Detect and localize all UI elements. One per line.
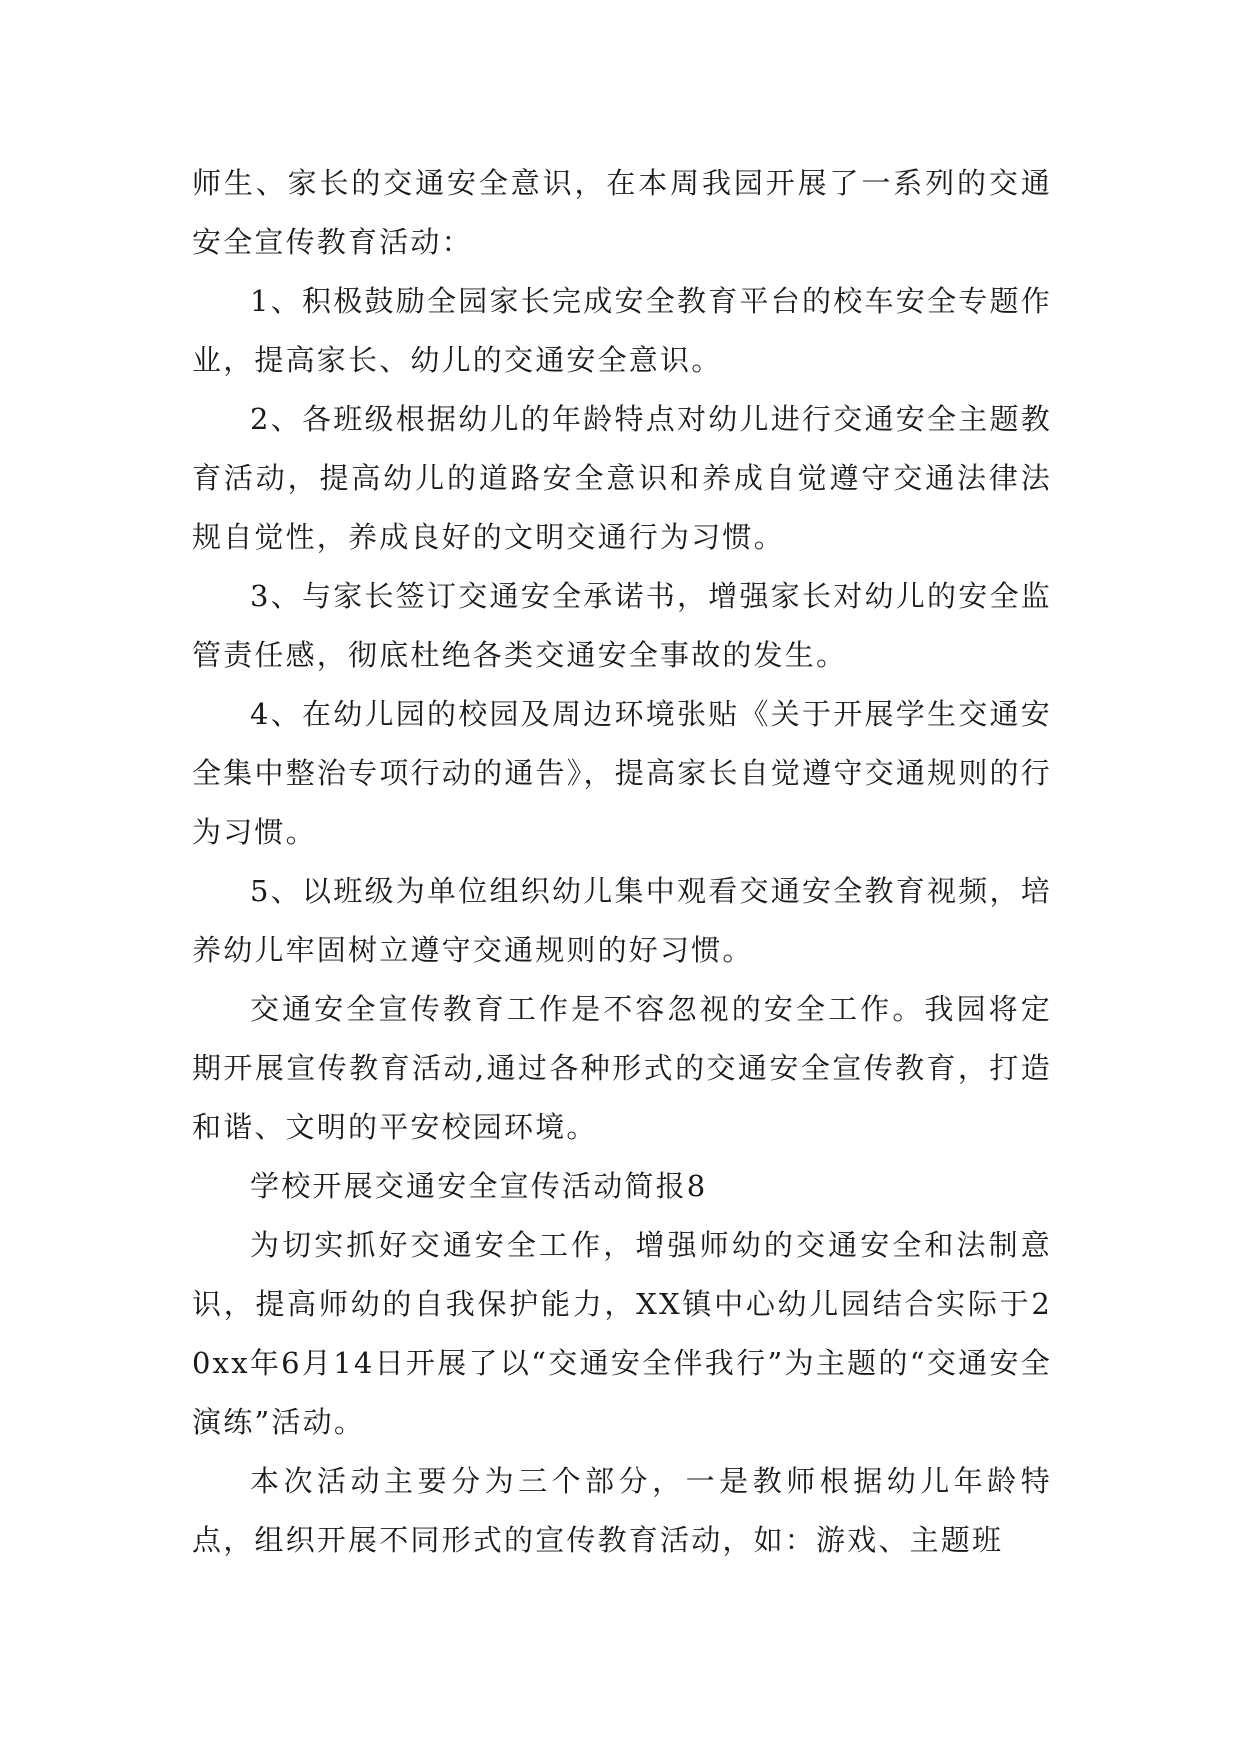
paragraph-item-3: 3、与家长签订交通安全承诺书，增强家长对幼儿的安全监管责任感，彻底杜绝各类交通安全事故的发生。: [192, 579, 1052, 672]
paragraph-item-4: 4、在幼儿园的校园及周边环境张贴《关于开展学生交通安全集中整治专项行动的通告》，提高家长自觉遵守交通规则的行为习惯。: [192, 697, 1052, 849]
paragraph-item-1: 1、积极鼓励全园家长完成安全教育平台的校车安全专题作业，提高家长、幼儿的交通安全意识。: [192, 284, 1052, 377]
paragraph-item-2: 2、各班级根据幼儿的年龄特点对幼儿进行交通安全主题教育活动，提高幼儿的道路安全意识和养成自觉遵守交通法律法规自觉性，养成良好的文明交通行为习惯。: [192, 402, 1052, 554]
paragraph-item-5: 5、以班级为单位组织幼儿集中观看交通安全教育视频，培养幼儿牢固树立遵守交通规则的好习惯。: [192, 874, 1052, 967]
paragraph-summary: 交通安全宣传教育工作是不容忽视的安全工作。我园将定期开展宣传教育活动,通过各种形式的交通安全宣传教育，打造和谐、文明的平安校园环境。: [192, 992, 1052, 1144]
section-heading-report-8: 学校开展交通安全宣传活动简报8: [250, 1169, 708, 1203]
paragraph-report-8-intro: 为切实抓好交通安全工作，增强师幼的交通安全和法制意识，提高师幼的自我保护能力，XX镇中心幼儿园结合实际于20xx年6月14日开展了以“交通安全伴我行”为主题的“交通安全演练”活动。: [192, 1228, 1052, 1439]
paragraph-report-8-parts: 本次活动主要分为三个部分，一是教师根据幼儿年龄特点，组织开展不同形式的宣传教育活动，如：游戏、主题班: [192, 1464, 1052, 1557]
document-body: [192, 154, 1052, 1570]
paragraph-intro-continuation: 师生、家长的交通安全意识，在本周我园开展了一系列的交通安全宣传教育活动：: [192, 166, 1052, 259]
